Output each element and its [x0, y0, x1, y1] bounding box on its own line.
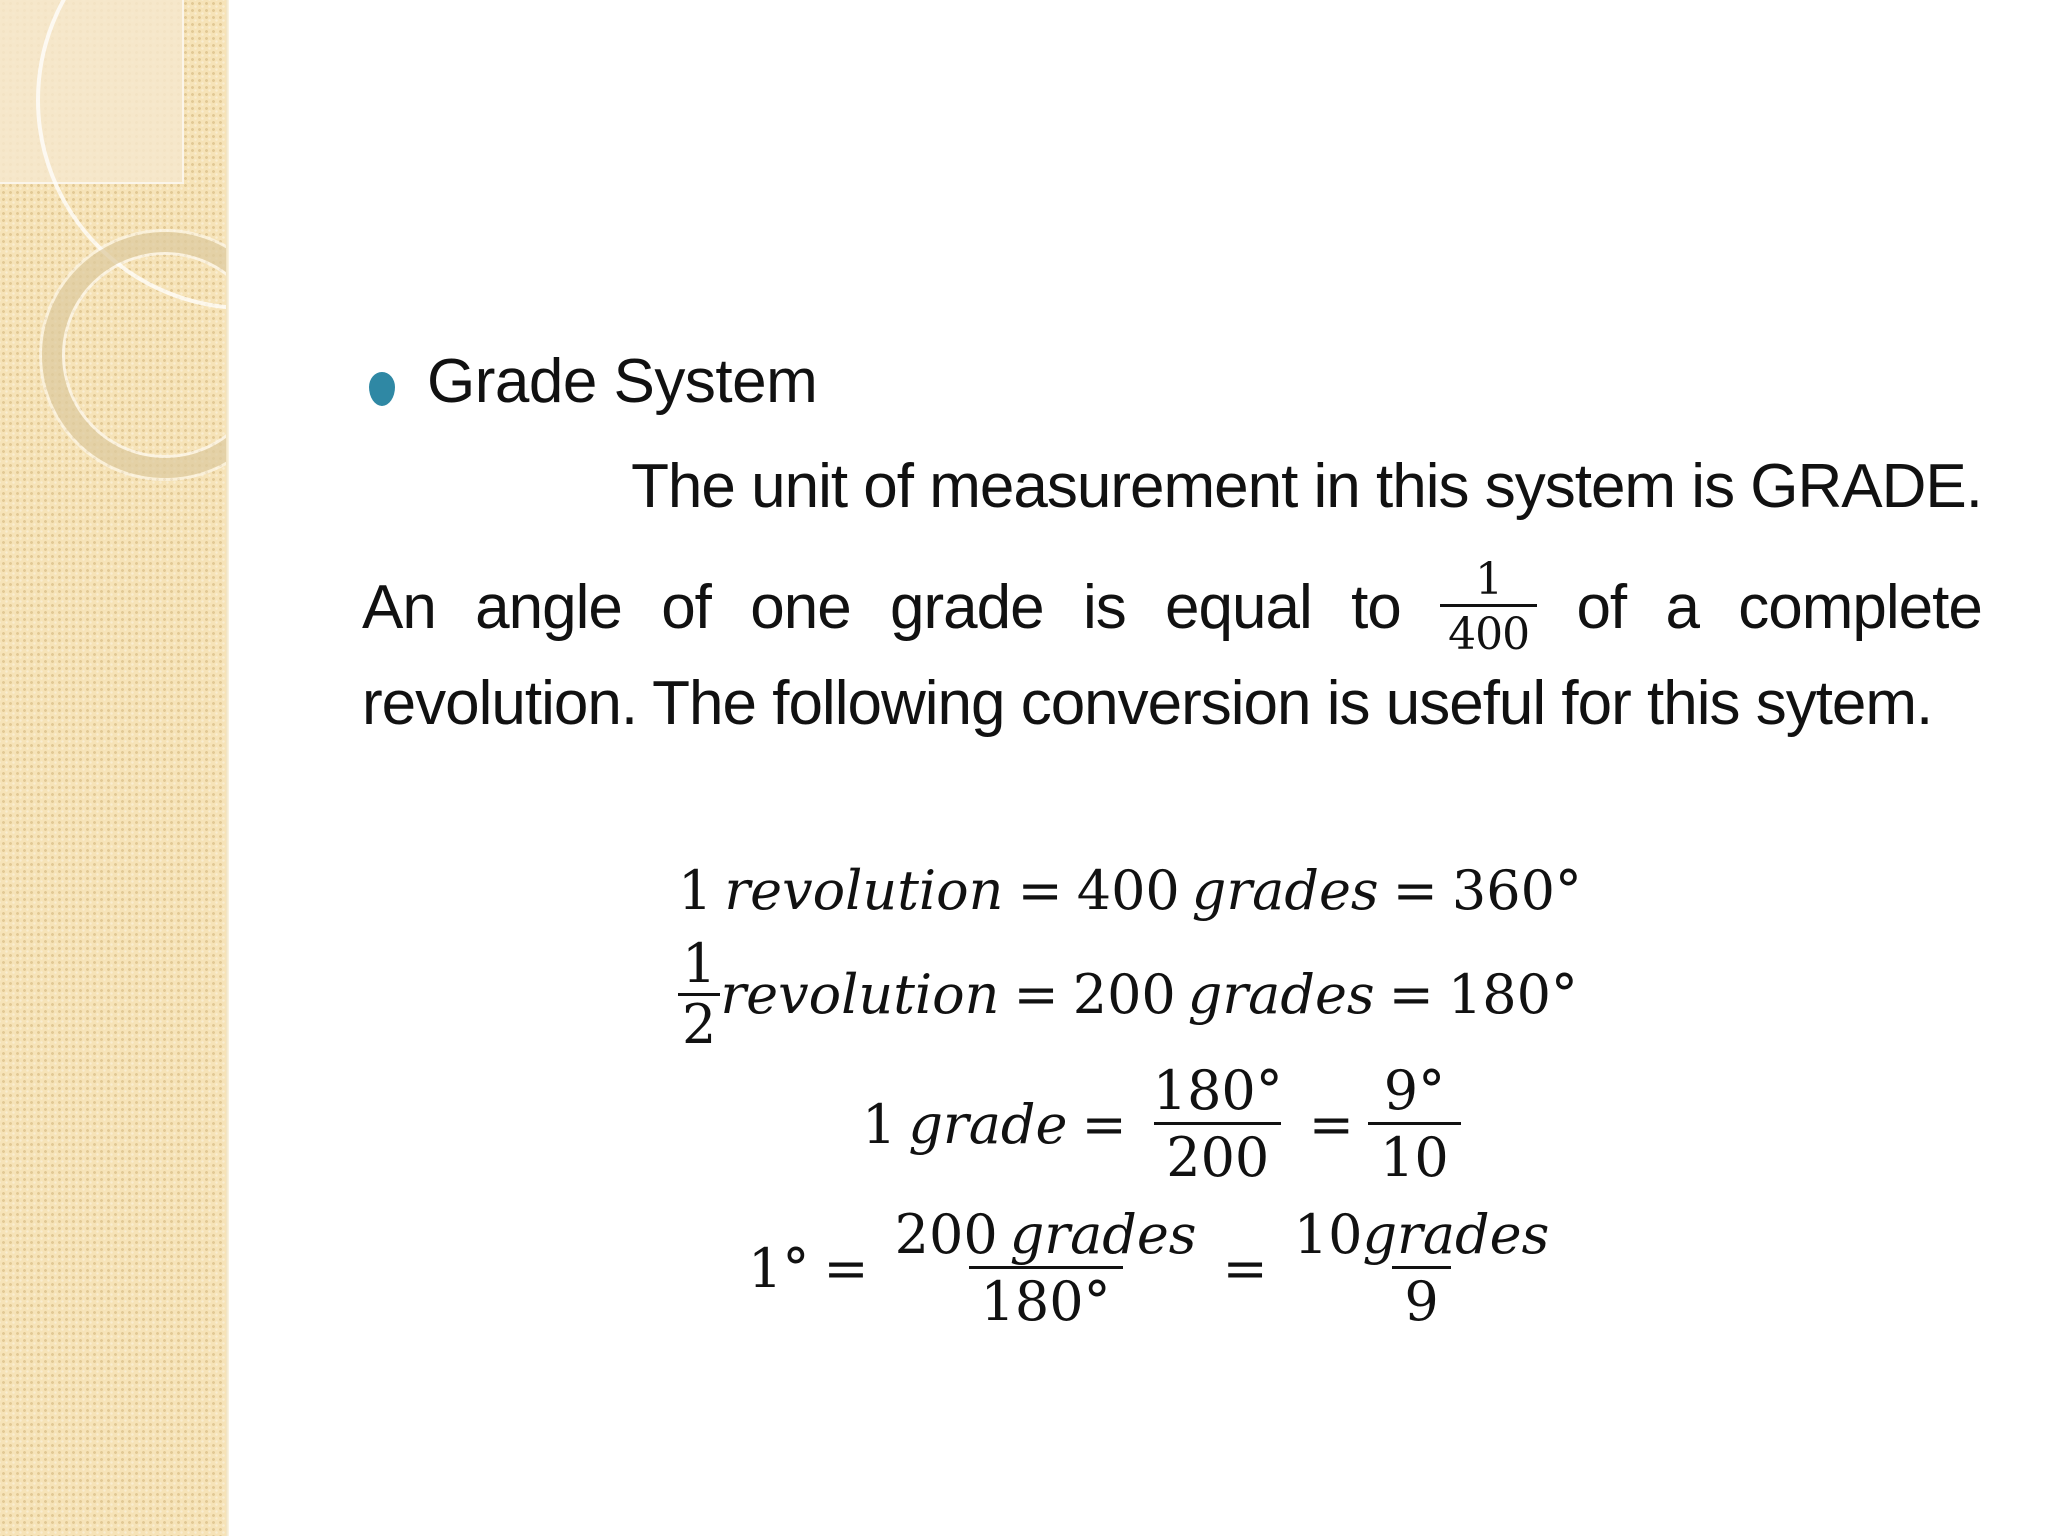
- eq-variable: revolution: [724, 859, 1004, 922]
- paragraph-word: An: [362, 572, 436, 642]
- eq-operator: =: [823, 1237, 869, 1300]
- fraction-denominator: 200: [1154, 1122, 1281, 1189]
- fraction-denominator: 10: [1368, 1122, 1461, 1189]
- paragraph-word: of: [1576, 572, 1627, 642]
- eq-fraction: [678, 932, 720, 1056]
- eq-variable: grade: [908, 1093, 1068, 1156]
- eq-operator: =: [1017, 859, 1063, 922]
- paragraph-word: a: [1665, 572, 1699, 642]
- eq-number: 360°: [1451, 859, 1582, 922]
- eq-operator: =: [1081, 1093, 1127, 1156]
- paragraph-word: equal: [1165, 572, 1312, 642]
- paragraph-word: complete: [1738, 572, 1982, 642]
- eq-fraction: [1282, 1204, 1562, 1333]
- paragraph-word: to: [1351, 572, 1401, 642]
- fraction-denominator: 9: [1392, 1266, 1450, 1333]
- eq-number: 10: [1293, 1203, 1363, 1266]
- eq-number: 200: [1072, 963, 1176, 1026]
- eq-operator: =: [1392, 859, 1438, 922]
- fraction-denominator: 2: [678, 993, 720, 1054]
- equation-half-revolution: [678, 932, 1578, 1056]
- fraction-denominator: 180°: [969, 1266, 1123, 1333]
- paragraph-word: is: [1082, 572, 1126, 642]
- side-band-edge: [226, 0, 229, 1536]
- eq-number: 400: [1076, 859, 1180, 922]
- fraction-numerator: 1: [1475, 554, 1503, 605]
- eq-variable: revolution: [720, 963, 1000, 1026]
- eq-operator: =: [1308, 1093, 1355, 1156]
- fraction-numerator: 180°: [1152, 1059, 1283, 1122]
- eq-operator: =: [1222, 1237, 1268, 1300]
- eq-variable: grades: [1191, 859, 1379, 922]
- fraction-denominator: 400: [1440, 604, 1537, 659]
- paragraph-line-3: revolution. The following conversion is useful for this sytem.: [362, 669, 1933, 738]
- paragraph-word: angle: [475, 572, 622, 642]
- fraction-numerator: 9°: [1383, 1059, 1446, 1122]
- paragraph-line-1: The unit of measurement in this system is GRADE.: [631, 452, 1982, 521]
- paragraph-line-2: [362, 556, 1982, 659]
- eq-number: 200: [894, 1203, 998, 1266]
- eq-operator: =: [1388, 963, 1434, 1026]
- decorative-side-band: [0, 0, 228, 1536]
- equation-revolution: [678, 856, 1582, 926]
- fraction-numerator: [883, 1204, 1209, 1266]
- paragraph-word: of: [661, 572, 711, 642]
- eq-fraction: [1368, 1060, 1461, 1189]
- eq-variable: grades: [1187, 963, 1375, 1026]
- eq-fraction: [883, 1204, 1209, 1333]
- equation-one-degree: [748, 1204, 1561, 1333]
- slide-heading: Grade System: [427, 347, 818, 416]
- eq-number: 1: [678, 859, 713, 922]
- eq-number: 180°: [1447, 963, 1578, 1026]
- fraction-numerator: [1282, 1204, 1562, 1266]
- inline-fraction: [1440, 556, 1537, 659]
- paragraph-word: grade: [890, 572, 1044, 642]
- paragraph-word: one: [750, 572, 851, 642]
- eq-number: 1°: [748, 1237, 810, 1300]
- eq-operator: =: [1013, 963, 1059, 1026]
- bullet-icon: [369, 372, 395, 406]
- fraction-numerator: 1: [682, 932, 717, 995]
- eq-variable: grades: [1362, 1203, 1550, 1266]
- eq-number: 1: [862, 1093, 897, 1156]
- equation-one-grade: [862, 1060, 1461, 1189]
- decorative-small-ring: [42, 232, 228, 478]
- eq-fraction: [1141, 1060, 1295, 1189]
- eq-variable: grades: [1009, 1203, 1197, 1266]
